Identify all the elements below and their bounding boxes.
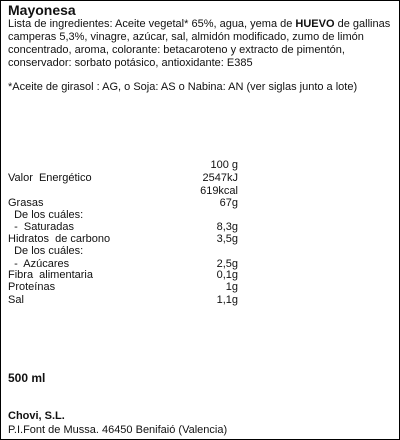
nutrition-value: 2547kJ xyxy=(202,172,238,184)
ingredients-list xyxy=(8,18,393,70)
nutrition-label: Hidratos de carbono xyxy=(8,233,111,245)
nutrition-column-header: 100 g xyxy=(210,159,238,171)
net-content: 500 ml xyxy=(8,371,46,385)
nutrition-value: 0,1g xyxy=(216,269,238,281)
nutrition-row xyxy=(1,172,400,185)
nutrition-label: De los cuáles: xyxy=(8,245,84,257)
nutrition-label: Proteínas xyxy=(8,281,56,293)
ingredients-suffix: de gallinas camperas 5,3%, vinagre, azúcar, sal, almidón modificado, zumo de limón concentrado, aroma, colorante: betacaroteno y extracto de pimentón, conservador: sorbato potásico, antioxidante: E385 xyxy=(8,18,391,69)
nutrition-label: - Azúcares xyxy=(8,258,70,270)
nutrition-value: 2,5g xyxy=(216,258,238,270)
nutrition-header-row xyxy=(1,159,400,172)
allergen-egg: HUEVO xyxy=(295,18,335,30)
nutrition-value: 619kcal xyxy=(200,185,238,197)
company-name: Chovi, S.L. xyxy=(8,410,65,422)
oil-footnote: *Aceite de girasol : AG, o Soja: AS o Nabina: AN (ver siglas junto a lote) xyxy=(8,81,358,93)
nutrition-label: Valor Energético xyxy=(8,172,92,184)
nutrition-label: Fibra alimentaria xyxy=(8,269,93,281)
nutrition-label: Grasas xyxy=(8,197,44,209)
nutrition-value: 1,1g xyxy=(216,294,238,306)
nutrition-label: De los cuáles: xyxy=(8,209,84,221)
nutrition-value: 3,5g xyxy=(216,233,238,245)
product-title: Mayonesa xyxy=(8,2,76,18)
nutrition-row xyxy=(1,281,400,294)
nutrition-value: 8,3g xyxy=(216,221,238,233)
nutrition-row xyxy=(1,294,400,307)
company-address: P.I.Font de Mussa. 46450 Benifaió (Valencia) xyxy=(8,424,228,436)
nutrition-row xyxy=(1,245,400,258)
nutrition-value: 67g xyxy=(219,197,238,209)
nutrition-label: Sal xyxy=(8,294,24,306)
ingredients-prefix: Lista de ingredientes: Aceite vegetal* 65%, agua, yema de xyxy=(8,18,296,30)
nutrition-label: - Saturadas xyxy=(8,221,75,233)
nutrition-value: 1g xyxy=(225,281,238,293)
